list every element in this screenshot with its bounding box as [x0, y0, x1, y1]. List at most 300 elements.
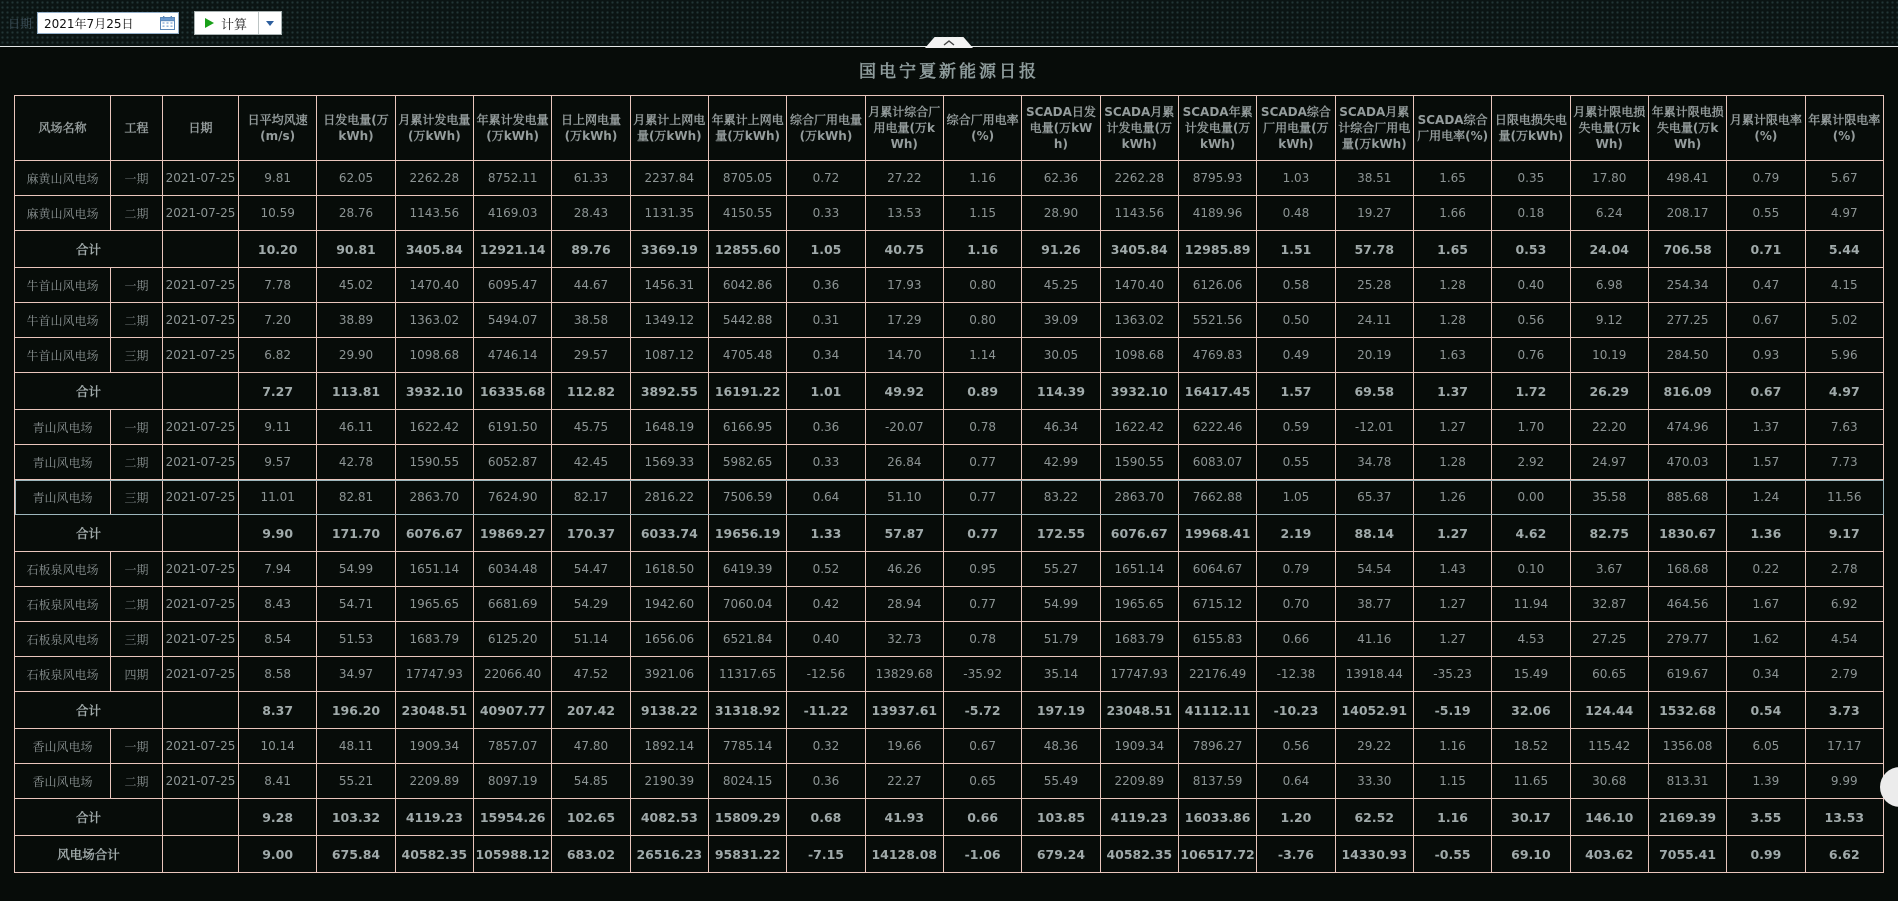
calculate-button[interactable] [195, 12, 258, 34]
collapse-panel-button[interactable] [925, 37, 973, 48]
subtotal-label-cell[interactable]: 合计 [15, 799, 163, 836]
phase-cell[interactable]: 二期 [111, 196, 163, 231]
value-cell[interactable]: 16033.86 [1178, 799, 1256, 836]
value-cell[interactable]: 6166.95 [708, 410, 786, 445]
value-cell[interactable]: 5.67 [1805, 161, 1883, 196]
phase-cell[interactable]: 三期 [111, 480, 163, 515]
column-header[interactable]: 年累计限电率(%) [1805, 96, 1883, 161]
value-cell[interactable]: 11.65 [1492, 764, 1570, 799]
value-cell[interactable]: 54.99 [1022, 587, 1100, 622]
value-cell[interactable]: 474.96 [1648, 410, 1726, 445]
value-cell[interactable]: 13.53 [865, 196, 943, 231]
value-cell[interactable]: 1965.65 [395, 587, 473, 622]
value-cell[interactable]: 8.37 [239, 692, 317, 729]
value-cell[interactable]: 14052.91 [1335, 692, 1413, 729]
phase-cell[interactable]: 一期 [111, 161, 163, 196]
date-cell[interactable]: 2021-07-25 [163, 338, 239, 373]
value-cell[interactable]: 4119.23 [1100, 799, 1178, 836]
value-cell[interactable]: 0.53 [1492, 231, 1570, 268]
column-header[interactable]: 月累计限电损失电量(万kWh) [1570, 96, 1648, 161]
value-cell[interactable]: 1.65 [1413, 231, 1491, 268]
value-cell[interactable]: 82.81 [317, 480, 395, 515]
value-cell[interactable]: 7624.90 [473, 480, 551, 515]
value-cell[interactable]: 42.45 [552, 445, 630, 480]
value-cell[interactable]: 51.10 [865, 480, 943, 515]
column-header[interactable]: SCADA月累计发电量(万kWh) [1100, 96, 1178, 161]
value-cell[interactable]: 1.72 [1492, 373, 1570, 410]
value-cell[interactable]: 2209.89 [1100, 764, 1178, 799]
value-cell[interactable]: 279.77 [1648, 622, 1726, 657]
value-cell[interactable]: 6.92 [1805, 587, 1883, 622]
value-cell[interactable]: 0.99 [1727, 836, 1805, 873]
value-cell[interactable]: 1143.56 [395, 196, 473, 231]
column-header[interactable]: 工程 [111, 96, 163, 161]
value-cell[interactable]: 91.26 [1022, 231, 1100, 268]
value-cell[interactable]: 12921.14 [473, 231, 551, 268]
value-cell[interactable]: 4119.23 [395, 799, 473, 836]
value-cell[interactable]: 1.27 [1413, 515, 1491, 552]
value-cell[interactable]: 19.27 [1335, 196, 1413, 231]
value-cell[interactable]: 0.31 [787, 303, 865, 338]
value-cell[interactable]: 22.20 [1570, 410, 1648, 445]
value-cell[interactable]: 89.76 [552, 231, 630, 268]
value-cell[interactable]: 15.49 [1492, 657, 1570, 692]
value-cell[interactable]: 1.28 [1413, 303, 1491, 338]
value-cell[interactable]: 14128.08 [865, 836, 943, 873]
value-cell[interactable]: 7060.04 [708, 587, 786, 622]
value-cell[interactable]: 30.05 [1022, 338, 1100, 373]
value-cell[interactable]: -35.23 [1413, 657, 1491, 692]
value-cell[interactable]: -0.55 [1413, 836, 1491, 873]
value-cell[interactable]: 1651.14 [395, 552, 473, 587]
value-cell[interactable]: 0.76 [1492, 338, 1570, 373]
value-cell[interactable]: 464.56 [1648, 587, 1726, 622]
value-cell[interactable]: 0.93 [1727, 338, 1805, 373]
value-cell[interactable]: 0.56 [1257, 729, 1335, 764]
value-cell[interactable]: 0.22 [1727, 552, 1805, 587]
value-cell[interactable]: 24.11 [1335, 303, 1413, 338]
value-cell[interactable]: 42.78 [317, 445, 395, 480]
value-cell[interactable]: 2262.28 [1100, 161, 1178, 196]
value-cell[interactable]: 29.90 [317, 338, 395, 373]
farm-name-cell[interactable]: 香山风电场 [15, 764, 111, 799]
date-cell[interactable]: 2021-07-25 [163, 657, 239, 692]
calendar-icon[interactable] [160, 16, 175, 30]
value-cell[interactable]: 14330.93 [1335, 836, 1413, 873]
value-cell[interactable]: 42.99 [1022, 445, 1100, 480]
value-cell[interactable]: 5521.56 [1178, 303, 1256, 338]
date-cell[interactable]: 2021-07-25 [163, 445, 239, 480]
value-cell[interactable]: 16417.45 [1178, 373, 1256, 410]
value-cell[interactable]: 6125.20 [473, 622, 551, 657]
column-header[interactable]: 月累计综合厂用电量(万kWh) [865, 96, 943, 161]
value-cell[interactable]: 45.25 [1022, 268, 1100, 303]
value-cell[interactable]: 3405.84 [1100, 231, 1178, 268]
date-cell[interactable]: 2021-07-25 [163, 729, 239, 764]
column-header[interactable]: 风场名称 [15, 96, 111, 161]
date-cell[interactable]: 2021-07-25 [163, 268, 239, 303]
value-cell[interactable]: 7.94 [239, 552, 317, 587]
value-cell[interactable]: 1.70 [1492, 410, 1570, 445]
value-cell[interactable]: 11317.65 [708, 657, 786, 692]
column-header[interactable]: 日限电损失电量(万kWh) [1492, 96, 1570, 161]
value-cell[interactable]: 0.95 [943, 552, 1021, 587]
value-cell[interactable]: 28.94 [865, 587, 943, 622]
value-cell[interactable]: 1.14 [943, 338, 1021, 373]
value-cell[interactable]: 1942.60 [630, 587, 708, 622]
value-cell[interactable]: 1.20 [1257, 799, 1335, 836]
farm-name-cell[interactable]: 石板泉风电场 [15, 657, 111, 692]
value-cell[interactable]: 15954.26 [473, 799, 551, 836]
value-cell[interactable]: 24.04 [1570, 231, 1648, 268]
phase-cell[interactable]: 三期 [111, 338, 163, 373]
value-cell[interactable]: 5.96 [1805, 338, 1883, 373]
value-cell[interactable]: 7055.41 [1648, 836, 1726, 873]
column-header[interactable]: 日期 [163, 96, 239, 161]
value-cell[interactable]: 9.81 [239, 161, 317, 196]
value-cell[interactable]: 15809.29 [708, 799, 786, 836]
column-header[interactable]: 年累计上网电量(万kWh) [708, 96, 786, 161]
value-cell[interactable]: 115.42 [1570, 729, 1648, 764]
value-cell[interactable]: 38.51 [1335, 161, 1413, 196]
value-cell[interactable]: 1.28 [1413, 445, 1491, 480]
value-cell[interactable]: 48.11 [317, 729, 395, 764]
value-cell[interactable]: 19968.41 [1178, 515, 1256, 552]
value-cell[interactable]: 8795.93 [1178, 161, 1256, 196]
value-cell[interactable]: 146.10 [1570, 799, 1648, 836]
farm-name-cell[interactable]: 石板泉风电场 [15, 622, 111, 657]
value-cell[interactable]: 0.47 [1727, 268, 1805, 303]
value-cell[interactable]: 6419.39 [708, 552, 786, 587]
value-cell[interactable]: 41.16 [1335, 622, 1413, 657]
value-cell[interactable]: 16335.68 [473, 373, 551, 410]
value-cell[interactable]: 0.71 [1727, 231, 1805, 268]
value-cell[interactable]: 57.87 [865, 515, 943, 552]
value-cell[interactable]: 0.78 [943, 410, 1021, 445]
value-cell[interactable]: 16191.22 [708, 373, 786, 410]
value-cell[interactable]: 1.01 [787, 373, 865, 410]
column-header[interactable]: 日上网电量(万kWh) [552, 96, 630, 161]
date-cell[interactable] [163, 836, 239, 873]
value-cell[interactable]: 19656.19 [708, 515, 786, 552]
value-cell[interactable]: 7662.88 [1178, 480, 1256, 515]
value-cell[interactable]: 1.36 [1727, 515, 1805, 552]
value-cell[interactable]: 4189.96 [1178, 196, 1256, 231]
value-cell[interactable]: 11.56 [1805, 480, 1883, 515]
value-cell[interactable]: 207.42 [552, 692, 630, 729]
value-cell[interactable]: 2237.84 [630, 161, 708, 196]
total-label-cell[interactable]: 风电场合计 [15, 836, 163, 873]
value-cell[interactable]: 0.56 [1492, 303, 1570, 338]
value-cell[interactable]: 4.97 [1805, 196, 1883, 231]
value-cell[interactable]: 12985.89 [1178, 231, 1256, 268]
value-cell[interactable]: 5982.65 [708, 445, 786, 480]
value-cell[interactable]: 170.37 [552, 515, 630, 552]
value-cell[interactable]: 13829.68 [865, 657, 943, 692]
value-cell[interactable]: 38.58 [552, 303, 630, 338]
phase-cell[interactable]: 二期 [111, 445, 163, 480]
value-cell[interactable]: 2863.70 [1100, 480, 1178, 515]
value-cell[interactable]: 8137.59 [1178, 764, 1256, 799]
value-cell[interactable]: 7.73 [1805, 445, 1883, 480]
value-cell[interactable]: 6.05 [1727, 729, 1805, 764]
value-cell[interactable]: 6155.83 [1178, 622, 1256, 657]
farm-name-cell[interactable]: 青山风电场 [15, 480, 111, 515]
phase-cell[interactable]: 四期 [111, 657, 163, 692]
value-cell[interactable]: 46.11 [317, 410, 395, 445]
phase-cell[interactable]: 一期 [111, 268, 163, 303]
column-header[interactable]: 综合厂用电率(%) [943, 96, 1021, 161]
value-cell[interactable]: 6.98 [1570, 268, 1648, 303]
value-cell[interactable]: 679.24 [1022, 836, 1100, 873]
value-cell[interactable]: 114.39 [1022, 373, 1100, 410]
value-cell[interactable]: 2.79 [1805, 657, 1883, 692]
value-cell[interactable]: 5442.88 [708, 303, 786, 338]
farm-name-cell[interactable]: 石板泉风电场 [15, 587, 111, 622]
value-cell[interactable]: 1.51 [1257, 231, 1335, 268]
value-cell[interactable]: 38.77 [1335, 587, 1413, 622]
value-cell[interactable]: 45.02 [317, 268, 395, 303]
value-cell[interactable]: 1.39 [1727, 764, 1805, 799]
column-header[interactable]: SCADA综合厂用电量(万kWh) [1257, 96, 1335, 161]
value-cell[interactable]: 0.42 [787, 587, 865, 622]
value-cell[interactable]: 11.01 [239, 480, 317, 515]
value-cell[interactable]: 103.85 [1022, 799, 1100, 836]
value-cell[interactable]: 1683.79 [395, 622, 473, 657]
value-cell[interactable]: 1.03 [1257, 161, 1335, 196]
value-cell[interactable]: 3.67 [1570, 552, 1648, 587]
farm-name-cell[interactable]: 香山风电场 [15, 729, 111, 764]
value-cell[interactable]: 1470.40 [1100, 268, 1178, 303]
date-cell[interactable] [163, 515, 239, 552]
value-cell[interactable]: 196.20 [317, 692, 395, 729]
value-cell[interactable]: 1.37 [1413, 373, 1491, 410]
farm-name-cell[interactable]: 牛首山风电场 [15, 303, 111, 338]
value-cell[interactable]: 6222.46 [1178, 410, 1256, 445]
value-cell[interactable]: 25.28 [1335, 268, 1413, 303]
value-cell[interactable]: 1830.67 [1648, 515, 1726, 552]
value-cell[interactable]: 0.36 [787, 268, 865, 303]
value-cell[interactable]: 1.57 [1257, 373, 1335, 410]
value-cell[interactable]: 69.58 [1335, 373, 1413, 410]
value-cell[interactable]: 13918.44 [1335, 657, 1413, 692]
value-cell[interactable]: 17.29 [865, 303, 943, 338]
value-cell[interactable]: 29.22 [1335, 729, 1413, 764]
value-cell[interactable]: 1470.40 [395, 268, 473, 303]
value-cell[interactable]: 1.26 [1413, 480, 1491, 515]
value-cell[interactable]: 6033.74 [630, 515, 708, 552]
value-cell[interactable]: 5.44 [1805, 231, 1883, 268]
value-cell[interactable]: 83.22 [1022, 480, 1100, 515]
date-cell[interactable] [163, 692, 239, 729]
value-cell[interactable]: 1.33 [787, 515, 865, 552]
value-cell[interactable]: 1.65 [1413, 161, 1491, 196]
value-cell[interactable]: 17747.93 [1100, 657, 1178, 692]
value-cell[interactable]: 0.32 [787, 729, 865, 764]
date-cell[interactable]: 2021-07-25 [163, 622, 239, 657]
value-cell[interactable]: 22.27 [865, 764, 943, 799]
value-cell[interactable]: 1909.34 [1100, 729, 1178, 764]
value-cell[interactable]: 1.27 [1413, 410, 1491, 445]
column-header[interactable]: SCADA综合厂用电率(%) [1413, 96, 1491, 161]
value-cell[interactable]: 27.22 [865, 161, 943, 196]
value-cell[interactable]: 1892.14 [630, 729, 708, 764]
value-cell[interactable]: 46.26 [865, 552, 943, 587]
value-cell[interactable]: 0.64 [787, 480, 865, 515]
value-cell[interactable]: 0.67 [1727, 303, 1805, 338]
value-cell[interactable]: 7.63 [1805, 410, 1883, 445]
value-cell[interactable]: 0.33 [787, 196, 865, 231]
value-cell[interactable]: 90.81 [317, 231, 395, 268]
value-cell[interactable]: 0.80 [943, 303, 1021, 338]
phase-cell[interactable]: 一期 [111, 552, 163, 587]
value-cell[interactable]: 13.53 [1805, 799, 1883, 836]
value-cell[interactable]: 51.53 [317, 622, 395, 657]
value-cell[interactable]: 0.34 [787, 338, 865, 373]
value-cell[interactable]: 8705.05 [708, 161, 786, 196]
value-cell[interactable]: 10.14 [239, 729, 317, 764]
date-cell[interactable] [163, 373, 239, 410]
value-cell[interactable]: 40907.77 [473, 692, 551, 729]
date-cell[interactable]: 2021-07-25 [163, 196, 239, 231]
value-cell[interactable]: 0.79 [1257, 552, 1335, 587]
value-cell[interactable]: 6034.48 [473, 552, 551, 587]
value-cell[interactable]: 2816.22 [630, 480, 708, 515]
value-cell[interactable]: 0.40 [787, 622, 865, 657]
value-cell[interactable]: 9.99 [1805, 764, 1883, 799]
value-cell[interactable]: 0.78 [943, 622, 1021, 657]
value-cell[interactable]: 7896.27 [1178, 729, 1256, 764]
value-cell[interactable]: 29.57 [552, 338, 630, 373]
value-cell[interactable]: 44.67 [552, 268, 630, 303]
value-cell[interactable]: 619.67 [1648, 657, 1726, 692]
value-cell[interactable]: 1532.68 [1648, 692, 1726, 729]
value-cell[interactable]: 103.32 [317, 799, 395, 836]
subtotal-label-cell[interactable]: 合计 [15, 692, 163, 729]
value-cell[interactable]: 40.75 [865, 231, 943, 268]
value-cell[interactable]: 1.28 [1413, 268, 1491, 303]
date-cell[interactable]: 2021-07-25 [163, 480, 239, 515]
value-cell[interactable]: 62.52 [1335, 799, 1413, 836]
column-header[interactable]: 年累计发电量(万kWh) [473, 96, 551, 161]
value-cell[interactable]: 1.37 [1727, 410, 1805, 445]
value-cell[interactable]: 0.77 [943, 445, 1021, 480]
value-cell[interactable]: 6191.50 [473, 410, 551, 445]
value-cell[interactable]: 34.97 [317, 657, 395, 692]
value-cell[interactable]: 1683.79 [1100, 622, 1178, 657]
value-cell[interactable]: 54.54 [1335, 552, 1413, 587]
value-cell[interactable]: 106517.72 [1178, 836, 1256, 873]
value-cell[interactable]: 62.05 [317, 161, 395, 196]
value-cell[interactable]: 171.70 [317, 515, 395, 552]
value-cell[interactable]: 3921.06 [630, 657, 708, 692]
value-cell[interactable]: 69.10 [1492, 836, 1570, 873]
value-cell[interactable]: 31318.92 [708, 692, 786, 729]
value-cell[interactable]: 9.57 [239, 445, 317, 480]
value-cell[interactable]: 7.78 [239, 268, 317, 303]
value-cell[interactable]: 20.19 [1335, 338, 1413, 373]
value-cell[interactable]: 113.81 [317, 373, 395, 410]
value-cell[interactable]: 55.21 [317, 764, 395, 799]
value-cell[interactable]: 0.66 [943, 799, 1021, 836]
value-cell[interactable]: 54.99 [317, 552, 395, 587]
value-cell[interactable]: 45.75 [552, 410, 630, 445]
value-cell[interactable]: 0.00 [1492, 480, 1570, 515]
date-cell[interactable]: 2021-07-25 [163, 587, 239, 622]
value-cell[interactable]: 3892.55 [630, 373, 708, 410]
column-header[interactable]: 综合厂用电量(万kWh) [787, 96, 865, 161]
value-cell[interactable]: 35.14 [1022, 657, 1100, 692]
column-header[interactable]: SCADA月累计综合厂用电量(万kWh) [1335, 96, 1413, 161]
value-cell[interactable]: 2.78 [1805, 552, 1883, 587]
value-cell[interactable]: 9.00 [239, 836, 317, 873]
value-cell[interactable]: 10.19 [1570, 338, 1648, 373]
value-cell[interactable]: 1622.42 [395, 410, 473, 445]
value-cell[interactable]: 57.78 [1335, 231, 1413, 268]
value-cell[interactable]: 197.19 [1022, 692, 1100, 729]
value-cell[interactable]: 1143.56 [1100, 196, 1178, 231]
value-cell[interactable]: 82.17 [552, 480, 630, 515]
value-cell[interactable]: 0.52 [787, 552, 865, 587]
date-cell[interactable]: 2021-07-25 [163, 161, 239, 196]
value-cell[interactable]: 54.29 [552, 587, 630, 622]
value-cell[interactable]: 54.85 [552, 764, 630, 799]
subtotal-label-cell[interactable]: 合计 [15, 373, 163, 410]
value-cell[interactable]: 55.49 [1022, 764, 1100, 799]
value-cell[interactable]: 112.82 [552, 373, 630, 410]
farm-name-cell[interactable]: 牛首山风电场 [15, 338, 111, 373]
value-cell[interactable]: 2209.89 [395, 764, 473, 799]
value-cell[interactable]: 8.41 [239, 764, 317, 799]
value-cell[interactable]: 0.66 [1257, 622, 1335, 657]
value-cell[interactable]: 17.17 [1805, 729, 1883, 764]
date-cell[interactable] [163, 799, 239, 836]
value-cell[interactable]: 28.43 [552, 196, 630, 231]
value-cell[interactable]: 172.55 [1022, 515, 1100, 552]
value-cell[interactable]: -12.38 [1257, 657, 1335, 692]
value-cell[interactable]: -20.07 [865, 410, 943, 445]
value-cell[interactable]: -3.76 [1257, 836, 1335, 873]
phase-cell[interactable]: 三期 [111, 622, 163, 657]
value-cell[interactable]: 1356.08 [1648, 729, 1726, 764]
value-cell[interactable]: 0.35 [1492, 161, 1570, 196]
value-cell[interactable]: 0.36 [787, 764, 865, 799]
value-cell[interactable]: 6.82 [239, 338, 317, 373]
value-cell[interactable]: 4769.83 [1178, 338, 1256, 373]
value-cell[interactable]: 65.37 [1335, 480, 1413, 515]
value-cell[interactable]: 17.80 [1570, 161, 1648, 196]
value-cell[interactable]: 254.34 [1648, 268, 1726, 303]
value-cell[interactable]: 403.62 [1570, 836, 1648, 873]
value-cell[interactable]: 683.02 [552, 836, 630, 873]
phase-cell[interactable]: 二期 [111, 587, 163, 622]
value-cell[interactable]: 2.92 [1492, 445, 1570, 480]
value-cell[interactable]: 0.64 [1257, 764, 1335, 799]
column-header[interactable]: 日平均风速(m/s) [239, 96, 317, 161]
value-cell[interactable]: 1590.55 [395, 445, 473, 480]
date-cell[interactable]: 2021-07-25 [163, 764, 239, 799]
value-cell[interactable]: 8097.19 [473, 764, 551, 799]
value-cell[interactable]: 0.59 [1257, 410, 1335, 445]
column-header[interactable]: 年累计限电损失电量(万kWh) [1648, 96, 1726, 161]
value-cell[interactable]: 1098.68 [1100, 338, 1178, 373]
value-cell[interactable]: 24.97 [1570, 445, 1648, 480]
value-cell[interactable]: 6681.69 [473, 587, 551, 622]
value-cell[interactable]: 61.33 [552, 161, 630, 196]
value-cell[interactable]: 4.54 [1805, 622, 1883, 657]
value-cell[interactable]: 40582.35 [1100, 836, 1178, 873]
value-cell[interactable]: 0.49 [1257, 338, 1335, 373]
